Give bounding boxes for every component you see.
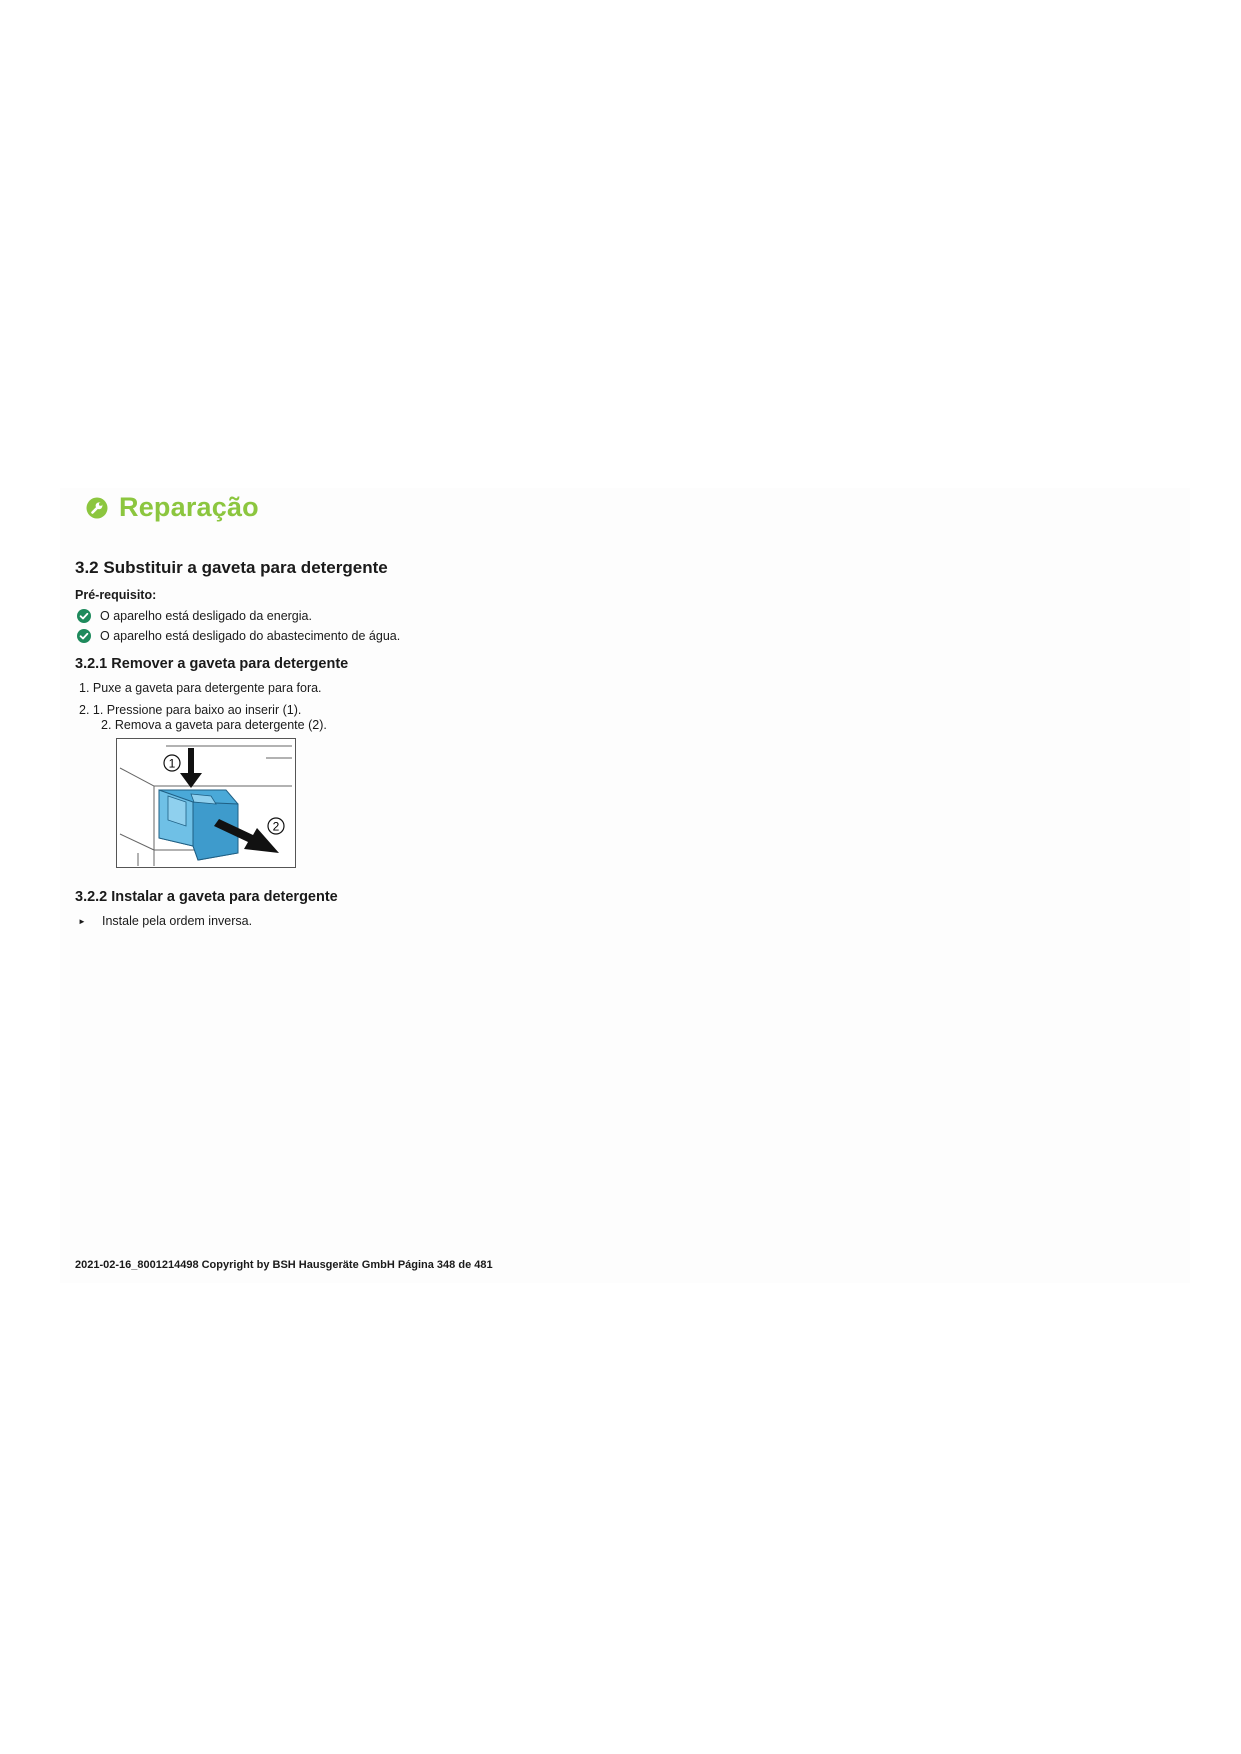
callout-1: 1 [168,756,176,771]
page-heading: 3.2 Substituir a gaveta para detergente [75,558,388,577]
prerequisite-list [77,606,400,646]
step-2-sub-2: 2. Remova a gaveta para detergente (2). [101,718,327,732]
install-heading: 3.2.2 Instalar a gaveta para detergente [75,889,338,905]
step-1: 1. Puxe a gaveta para detergente para fora. [79,681,322,695]
prerequisite-item [77,626,400,646]
remove-steps [79,681,327,733]
callout-2: 2 [272,819,280,834]
remove-heading: 3.2.1 Remover a gaveta para detergente [75,656,349,672]
wrench-circle-icon [86,497,108,519]
check-circle-icon [77,609,91,623]
prerequisite-text: O aparelho está desligado do abastecimento de água. [100,629,401,643]
detergent-drawer-illustration [116,738,296,868]
section-title: Reparação [119,492,259,522]
install-text: Instale pela ordem inversa. [102,914,253,928]
prerequisite-text: O aparelho está desligado da energia. [100,609,312,623]
prerequisite-label: Pré-requisito: [75,588,157,602]
step-2-sub-1: 2. 1. Pressione para baixo ao inserir (1). [79,703,302,717]
prerequisite-item [77,606,400,626]
install-item [78,914,252,928]
check-circle-icon [77,629,91,643]
section-header [86,492,259,523]
page-footer: 2021-02-16_8001214498 Copyright by BSH Hausgeräte GmbH Página 348 de 481 [75,1259,493,1271]
play-triangle-icon: ► [78,916,86,926]
